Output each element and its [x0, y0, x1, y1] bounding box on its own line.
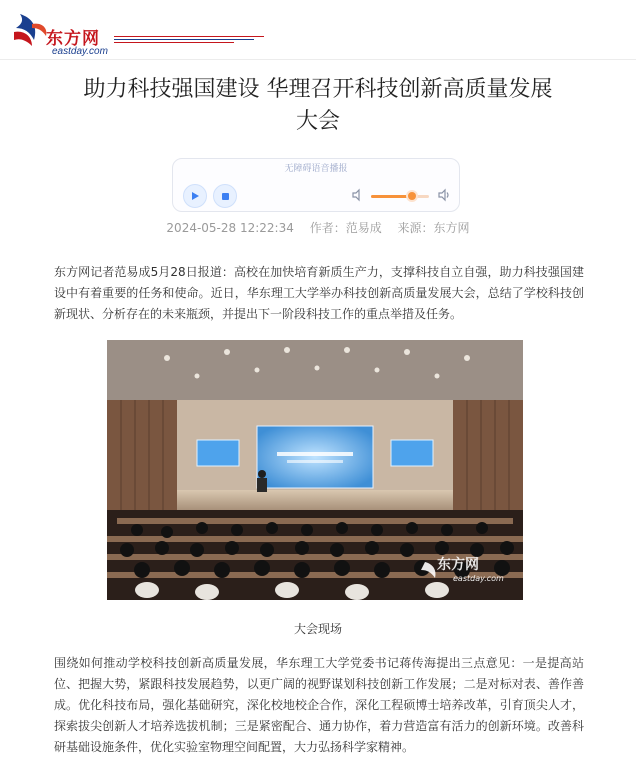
volume-slider-fill: [371, 195, 412, 198]
photo-watermark-cn: 东方网: [437, 557, 479, 573]
logo-text-cn: 东方网: [46, 29, 100, 49]
site-header: [0, 0, 636, 60]
logo-mark-icon: [12, 10, 50, 50]
play-button[interactable]: [183, 184, 207, 208]
article-title: [40, 74, 596, 138]
article-title-line1: 助力科技强国建设 华理召开科技创新高质量发展: [83, 77, 553, 102]
play-icon: [190, 191, 200, 201]
stop-icon: [221, 192, 230, 201]
article-paragraph-2: 围绕如何推动学校科技创新高质量发展，华东理工大学党委书记蒋传海提出三点意见：一是提高站位、把握大势，紧跟科技发展趋势，以更广阔的视野谋划科技创新工作发展；二是对标对表、善作善成。优化科技布局，强化基础研究，深化校地校企合作，深化工程硕博士培养改革，引育顶尖人才，探索拔尖创新人才培养选拔机制；三是紧密配合、通力协作，着力营造富有活力的创新环境。改善科研基础设施条件，优化实验室物理空间配置，大力弘扬科学家精神。: [54, 656, 584, 754]
article-title-line2: 大会: [295, 109, 340, 134]
audio-player: [172, 158, 460, 212]
article-author: 作者：范易成: [309, 221, 382, 235]
conference-photo: [107, 340, 523, 600]
logo-text-en: eastday.com: [52, 46, 108, 57]
article-paragraph-1: 东方网记者范易成5月28日报道：高校在加快培育新质生产力，支撑科技自立自强，助力科技强国建设中有着重要的任务和使命。近日，华东理工大学举办科技创新高质量发展大会，总结了学校科技创新现状、分析存在的未来瓶颈，并提出下一阶段科技工作的重点举措及任务。: [54, 265, 584, 321]
header-divider: [0, 59, 636, 60]
photo-watermark-text: [437, 554, 504, 583]
accessibility-audio-label: 无障碍语音播报: [284, 164, 348, 174]
volume-slider-knob[interactable]: [408, 192, 416, 200]
article-source: 来源：东方网: [397, 221, 470, 235]
image-caption: 大会现场: [293, 622, 342, 636]
volume-low-icon[interactable]: [351, 188, 365, 202]
photo-watermark-en: eastday.com: [453, 574, 504, 583]
stop-button[interactable]: [213, 184, 237, 208]
volume-high-icon[interactable]: [437, 188, 451, 202]
article-meta: [0, 219, 636, 236]
header-decoration: [114, 36, 264, 44]
site-logo[interactable]: [12, 10, 112, 57]
volume-slider[interactable]: [371, 195, 429, 198]
publish-date: 2024-05-28 12:22:34: [166, 221, 294, 235]
